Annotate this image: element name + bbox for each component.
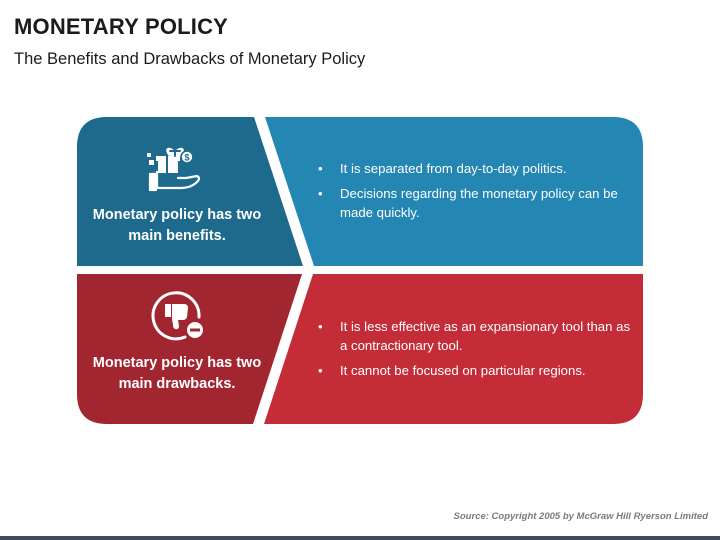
svg-text:$: $ [184, 152, 190, 163]
slide-title: MONETARY POLICY [14, 14, 229, 39]
drawback-list [316, 317, 636, 386]
drawback-point: • It is less effective as an expansionary tool than as a contractionary tool. [316, 317, 636, 355]
slide-subtitle: The Benefits and Drawbacks of Monetary Policy [14, 50, 366, 68]
benefit-point: • Decisions regarding the monetary policy can be made quickly. [316, 184, 636, 222]
benefit-label: Monetary policy has two main benefits. [92, 207, 262, 244]
benefit-point: • It is separated from day-to-day politics. [316, 159, 636, 178]
benefit-list [316, 159, 636, 228]
bottom-bar [0, 536, 720, 540]
drawback-label: Monetary policy has two main drawbacks. [92, 355, 262, 392]
drawback-point: • It cannot be focused on particular regions. [316, 361, 636, 380]
source-note: Source: Copyright 2005 by McGraw Hill Ryerson Limited [453, 511, 708, 522]
